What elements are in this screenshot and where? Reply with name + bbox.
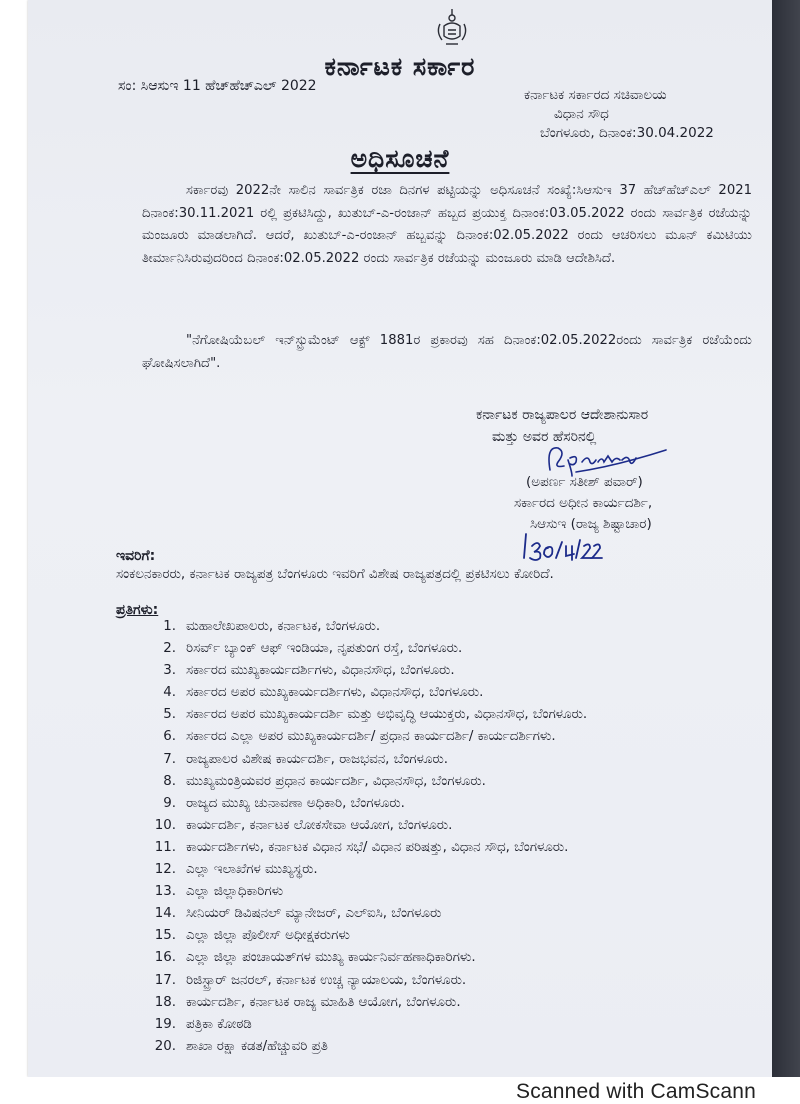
order-line-2: ಮತ್ತು ಅವರ ಹೆಸರಿನಲ್ಲಿ xyxy=(492,429,597,445)
list-item-number: 17. xyxy=(154,972,176,988)
list-item-text: ಎಲ್ಲಾ ಇಲಾಖೆಗಳ ಮುಖ್ಯಸ್ಥರು. xyxy=(186,862,318,878)
scan-edge-shadow xyxy=(772,0,800,1082)
signatory-name: (ಅಪರ್ಣ ಸತೀಶ್ ಪವಾರ್) xyxy=(526,474,643,490)
list-item-number: 13. xyxy=(154,884,176,900)
list-item-number: 12. xyxy=(154,862,176,878)
list-item-number: 15. xyxy=(154,928,176,944)
list-item-number: 10. xyxy=(154,817,176,833)
office-line-date: ಬೆಂಗಳೂರು, ದಿನಾಂಕ:30.04.2022 xyxy=(540,125,714,141)
list-item-number: 19. xyxy=(154,1016,176,1032)
list-item-text: ಸರ್ಕಾರದ ಅಪರ ಮುಖ್ಯಕಾರ್ಯದರ್ಶಿ ಮತ್ತು ಅಭಿವೃದ್ಧಿ ಆಯುಕ್ತರು, ವಿಧಾನಸೌಧ, ಬೆಂಗಳೂರು. xyxy=(186,707,588,723)
list-item xyxy=(140,840,760,862)
office-line-secretariat: ಕರ್ನಾಟಕ ಸರ್ಕಾರದ ಸಚಿವಾಲಯ xyxy=(524,87,667,103)
list-item-text: ಎಲ್ಲಾ ಜಿಲ್ಲಾಧಿಕಾರಿಗಳು xyxy=(186,884,284,900)
list-item xyxy=(140,663,760,685)
list-item-number: 20. xyxy=(154,1038,176,1054)
list-item xyxy=(140,884,760,906)
notification-title: ಅಧಿಸೂಚನೆ xyxy=(350,144,450,173)
signatory-details xyxy=(514,472,652,535)
list-item-text: ರಾಜ್ಯದ ಮುಖ್ಯ ಚುನಾವಣಾ ಅಧಿಕಾರಿ, ಬೆಂಗಳೂರು. xyxy=(186,795,405,811)
list-item xyxy=(140,707,760,729)
list-item xyxy=(140,752,760,774)
government-title: ಕರ್ನಾಟಕ ಸರ್ಕಾರ xyxy=(324,52,476,81)
list-item-number: 8. xyxy=(163,773,176,789)
list-item-number: 1. xyxy=(163,619,176,634)
list-item xyxy=(140,950,760,972)
list-item-number: 3. xyxy=(163,663,176,679)
list-item xyxy=(140,1039,760,1061)
list-item xyxy=(140,862,760,884)
notification-paragraph-2: "ನೆಗೋಷಿಯೆಬಲ್ ಇನ್‌ಸ್ಟ್ರುಮೆಂಟ್ ಆಕ್ಟ್ 1881ರ ಪ್ರಕಾರವು ಸಹ ದಿನಾಂಕ:02.05.2022ರಂದು ಸಾರ್ವತ್ರಿಕ ರಜೆಯೆಂದು ಘೋಷಿಸಲಾಗಿದೆ". xyxy=(142,333,752,371)
list-item-text: ಮುಖ್ಯಮಂತ್ರಿಯವರ ಪ್ರಧಾನ ಕಾರ್ಯದರ್ಶಿ, ವಿಧಾನಸೌಧ, ಬೆಂಗಳೂರು. xyxy=(186,773,486,789)
list-item-text: ಎಲ್ಲಾ ಜಿಲ್ಲಾ ಪೊಲೀಸ್ ಅಧೀಕ್ಷಕರುಗಳು xyxy=(186,928,350,944)
list-item-number: 5. xyxy=(163,707,176,723)
list-item-text: ಕಾರ್ಯದರ್ಶಿ, ಕರ್ನಾಟಕ ಲೋಕಸೇವಾ ಆಯೋಗ, ಬೆಂಗಳೂರು. xyxy=(186,817,453,833)
list-item-number: 2. xyxy=(163,641,176,657)
list-item-number: 18. xyxy=(154,994,176,1010)
list-item-number: 7. xyxy=(163,751,176,767)
list-item-number: 11. xyxy=(154,839,176,855)
list-item-text: ಸರ್ಕಾರದ ಎಲ್ಲಾ ಅಪರ ಮುಖ್ಯಕಾರ್ಯದರ್ಶಿ/ ಪ್ರಧಾನ ಕಾರ್ಯದರ್ಶಿ/ ಕಾರ್ಯದರ್ಶಿಗಳು. xyxy=(186,729,556,745)
reference-number: ಸಂ: ಸಿಆಸುಇ 11 ಹೆಚ್‌ಹೆಚ್‌ಎಲ್ 2022 xyxy=(118,78,317,94)
list-item-text: ಎಲ್ಲಾ ಜಿಲ್ಲಾ ಪಂಚಾಯತ್‌ಗಳ ಮುಖ್ಯ ಕಾರ್ಯನಿರ್ವಹಣಾಧಿಕಾರಿಗಳು. xyxy=(186,950,476,966)
list-item xyxy=(140,906,760,928)
order-line-1: ಕರ್ನಾಟಕ ರಾಜ್ಯಪಾಲರ ಆದೇಶಾನುಸಾರ xyxy=(476,407,649,423)
notification-paragraph-1: ಸರ್ಕಾರವು 2022ನೇ ಸಾಲಿನ ಸಾರ್ವತ್ರಿಕ ರಜಾ ದಿನಗಳ ಪಟ್ಟಿಯನ್ನು ಅಧಿಸೂಚನೆ ಸಂಖ್ಯೆ:ಸಿಆಸುಇ 37 ಹೆಚ್‌ಹೆಚ್‌ಎಲ್ 2021 ದಿನಾಂಕ:30.11.2021 ರಲ್ಲಿ ಪ್ರಕಟಿಸಿದ್ದು, ಖುತುಬ್-ಎ-ರಂಜಾನ್ ಹಬ್ಬದ ಪ್ರಯುಕ್ತ ದಿನಾಂಕ:03.05.2022 ರಂದು ಸಾರ್ವತ್ರಿಕ ರಜೆಯನ್ನು ಮಂಜೂರು ಮಾಡಲಾಗಿದೆ. ಆದರೆ, ಖುತುಬ್-ಎ-ರಂಜಾನ್ ಹಬ್ಬವನ್ನು ದಿನಾಂಕ:02.05.2022 ರಂದು ಆಚರಿಸಲು ಮೂನ್ ಕಮಿಟಿಯು ತೀರ್ಮಾನಿಸಿರುವುದರಿಂದ ದಿನಾಂಕ:02.05.2022 ರಂದು ಸಾರ್ವತ್ರಿಕ ರಜೆಯನ್ನು ಮಂಜೂರು ಮಾಡಿ ಆದೇಶಿಸಿದೆ. xyxy=(142,183,752,266)
list-item-text: ಮಹಾಲೇಖಪಾಲರು, ಕರ್ನಾಟಕ, ಬೆಂಗಳೂರು. xyxy=(186,619,381,634)
list-item xyxy=(140,774,760,796)
list-item-text: ಕಾರ್ಯದರ್ಶಿಗಳು, ಕರ್ನಾಟಕ ವಿಧಾನ ಸಭೆ/ ವಿಧಾನ ಪರಿಷತ್ತು, ವಿಧಾನ ಸೌಧ, ಬೆಂಗಳೂರು. xyxy=(186,839,569,855)
list-item-number: 14. xyxy=(154,906,176,922)
list-item-text: ಸರ್ಕಾರದ ಅಪರ ಮುಖ್ಯಕಾರ್ಯದರ್ಶಿಗಳು, ವಿಧಾನಸೌಧ, ಬೆಂಗಳೂರು. xyxy=(186,685,484,701)
list-item-text: ಕಾರ್ಯದರ್ಶಿ, ಕರ್ನಾಟಕ ರಾಜ್ಯ ಮಾಹಿತಿ ಆಯೋಗ, ಬೆಂಗಳೂರು. xyxy=(186,994,461,1010)
list-item-number: 6. xyxy=(163,729,176,745)
karnataka-state-emblem-icon xyxy=(430,6,474,50)
list-item-text: ಸೀನಿಯರ್ ಡಿವಿಷನಲ್ ಮ್ಯಾನೇಜರ್, ಎಲ್‌ಐಸಿ, ಬೆಂಗಳೂರು xyxy=(186,906,442,922)
scanner-watermark: Scanned with CamScann xyxy=(516,1080,756,1103)
document-page xyxy=(28,0,772,1077)
list-item-text: ರಿಜಿಸ್ಟ್ರಾರ್ ಜನರಲ್, ಕರ್ನಾಟಕ ಉಚ್ಚ ನ್ಯಾಯಾಲಯ, ಬೆಂಗಳೂರು. xyxy=(186,972,467,988)
list-item xyxy=(140,685,760,707)
recipients-heading: ಇವರಿಗೆ: xyxy=(116,548,156,564)
handwritten-date xyxy=(518,528,604,564)
signatory-designation: ಸರ್ಕಾರದ ಅಧೀನ ಕಾರ್ಯದರ್ಶಿ, xyxy=(514,495,653,511)
signatory-department: ಸಿಆಸುಇ (ರಾಜ್ಯ ಶಿಷ್ಟಾಚಾರ) xyxy=(530,516,652,532)
list-item xyxy=(140,729,760,751)
list-item-text: ರಿಸರ್ವ್ ಬ್ಯಾಂಕ್ ಆಫ್ ಇಂಡಿಯಾ, ನೃಪತುಂಗ ರಸ್ತೆ, ಬೆಂಗಳೂರು. xyxy=(186,641,463,657)
copies-heading: ಪ್ರತಿಗಳು: xyxy=(116,602,159,618)
list-item xyxy=(140,1017,760,1039)
list-item-text: ರಾಜ್ಯಪಾಲರ ವಿಶೇಷ ಕಾರ್ಯದರ್ಶಿ, ರಾಜಭವನ, ಬೆಂಗಳೂರು. xyxy=(186,751,448,767)
list-item xyxy=(140,796,760,818)
list-item-text: ಸರ್ಕಾರದ ಮುಖ್ಯಕಾರ್ಯದರ್ಶಿಗಳು, ವಿಧಾನಸೌಧ, ಬೆಂಗಳೂರು. xyxy=(186,663,455,679)
list-item xyxy=(140,973,760,995)
copies-list xyxy=(140,619,760,1061)
office-address xyxy=(524,86,714,143)
list-item xyxy=(140,995,760,1017)
list-item xyxy=(140,619,760,641)
recipients-text: ಸಂಕಲನಕಾರರು, ಕರ್ನಾಟಕ ರಾಜ್ಯಪತ್ರ ಬೆಂಗಳೂರು ಇವರಿಗೆ ವಿಶೇಷ ರಾಜ್ಯಪತ್ರದಲ್ಲಿ ಪ್ರಕಟಿಸಲು ಕೋರಿದೆ. xyxy=(116,566,554,582)
list-item-number: 4. xyxy=(163,685,176,701)
list-item xyxy=(140,928,760,950)
list-item-text: ಪತ್ರಿಕಾ ಕೋಠಡಿ xyxy=(186,1016,252,1032)
list-item-number: 9. xyxy=(163,795,176,811)
office-line-vidhana-soudha: ವಿಧಾನ ಸೌಧ xyxy=(554,106,609,122)
list-item xyxy=(140,641,760,663)
list-item-text: ಶಾಖಾ ರಕ್ಷಾ ಕಡತ/ಹೆಚ್ಚುವರಿ ಪ್ರತಿ xyxy=(186,1038,328,1054)
list-item-number: 16. xyxy=(154,950,176,966)
list-item xyxy=(140,818,760,840)
